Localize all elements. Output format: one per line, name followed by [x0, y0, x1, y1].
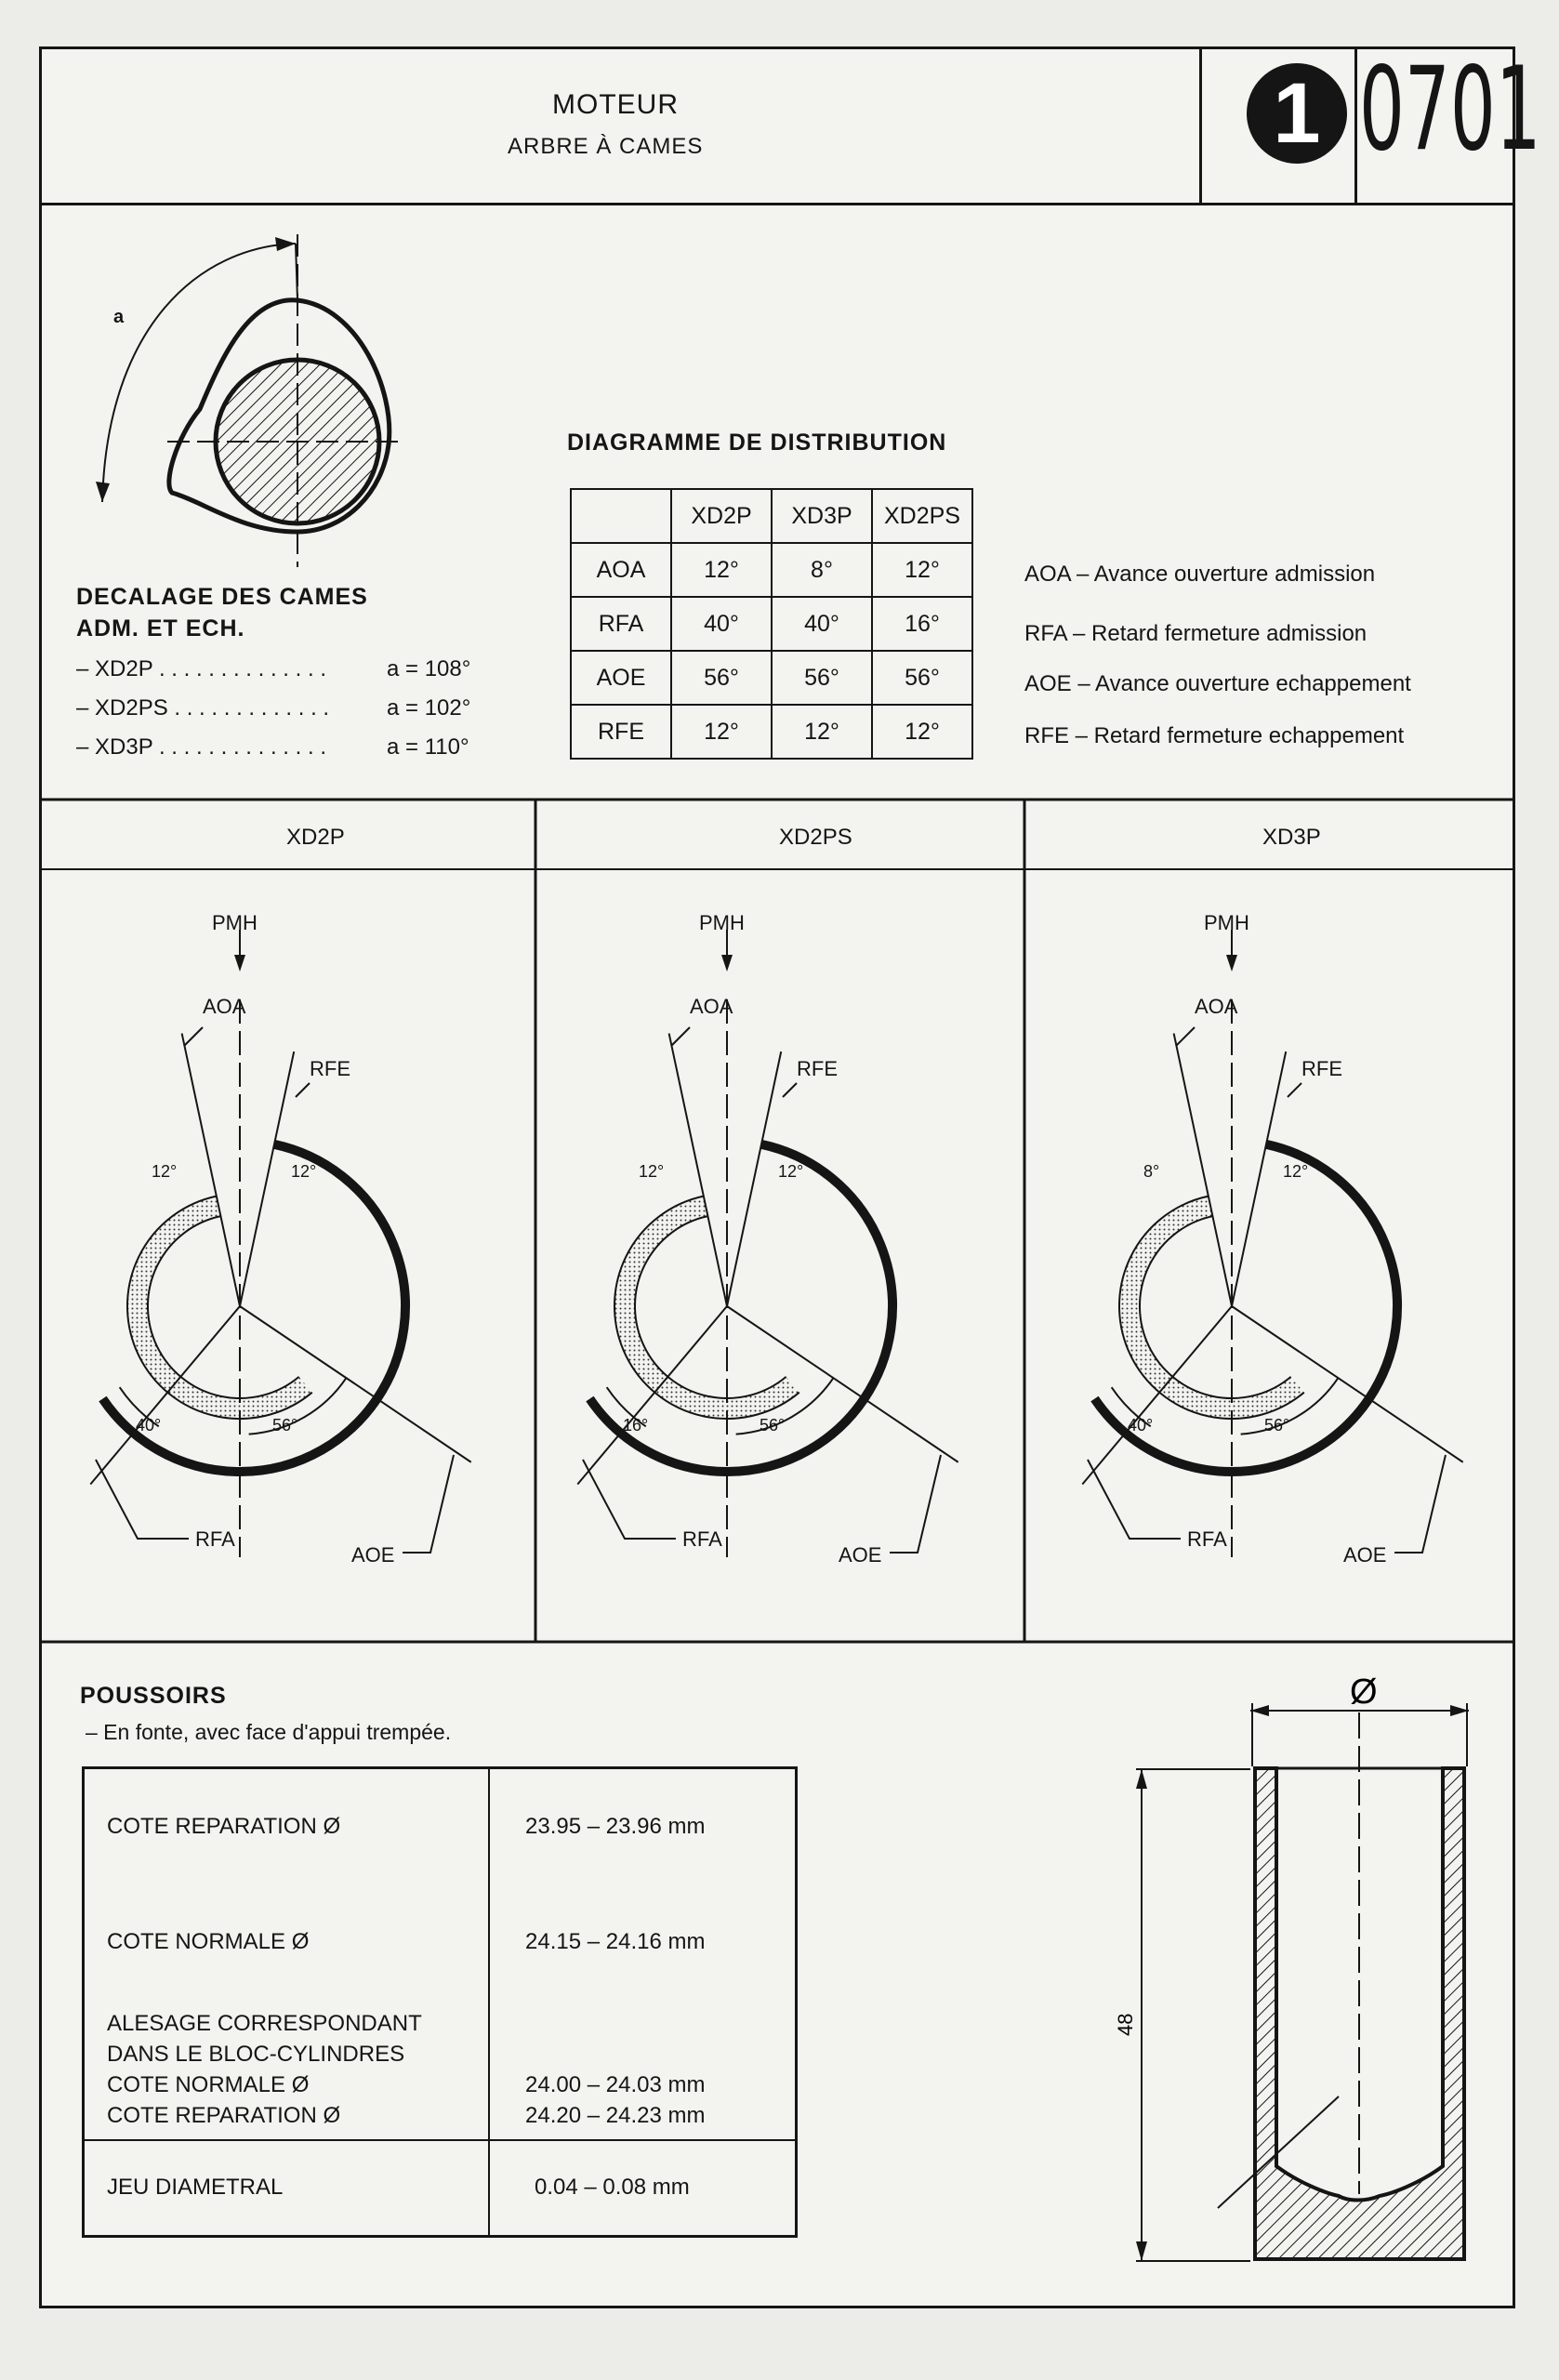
rfe-label: RFE	[1301, 1057, 1342, 1080]
timing-ray	[1232, 1306, 1463, 1462]
angle-label: 12°	[291, 1162, 317, 1181]
poussoirs-table	[82, 1766, 798, 2238]
angle-label: 8°	[1143, 1162, 1160, 1181]
poussoirs-title: POUSSOIRS	[80, 1683, 227, 1709]
page-title: MOTEUR	[552, 89, 679, 120]
cam-offset-value-xd2ps: a = 102°	[387, 695, 471, 721]
timing-ray	[727, 1306, 958, 1462]
page-subtitle: ARBRE À CAMES	[508, 134, 704, 159]
distribution-cell: 16°	[872, 597, 972, 651]
angle-label: 56°	[1264, 1416, 1290, 1435]
distribution-cell: 56°	[872, 651, 972, 705]
cam-offset-value-xd3p: a = 110°	[387, 734, 469, 760]
angle-label: 12°	[1283, 1162, 1309, 1181]
diagram-title: XD2P	[286, 825, 345, 850]
distribution-row-label: RFE	[571, 705, 671, 759]
cam-offset-title-1: DECALAGE DES CAMES	[76, 584, 368, 610]
section-badge: 1	[1247, 63, 1347, 164]
distribution-cell: 40°	[772, 597, 872, 651]
angle-label: 16°	[623, 1416, 649, 1435]
distribution-col: XD3P	[772, 489, 872, 543]
timing-ray	[240, 1306, 471, 1462]
distribution-table	[570, 488, 973, 760]
distribution-col: XD2P	[671, 489, 772, 543]
distribution-cell: 12°	[872, 543, 972, 597]
tappet-section-drawing	[1136, 1703, 1469, 2261]
angle-label: 12°	[778, 1162, 804, 1181]
pous-label: COTE REPARATION Ø	[84, 1768, 490, 1884]
aoa-label: AOA	[1195, 995, 1238, 1018]
diagram-xd3p	[1082, 930, 1462, 1557]
pous-value: 23.95 – 23.96 mm	[489, 1768, 797, 1884]
cam-offset-row-xd2ps: – XD2PS . . . . . . . . . . . . .	[76, 695, 330, 721]
pous-value: 24.15 – 24.16 mm	[489, 1884, 797, 2001]
rfa-label: RFA	[195, 1527, 235, 1551]
pmh-label: PMH	[1204, 911, 1249, 934]
pmh-label: PMH	[699, 911, 745, 934]
cam-lobe-drawing	[96, 234, 400, 567]
tappet-diameter-label: Ø	[1350, 1673, 1378, 1712]
distribution-corner	[571, 489, 671, 543]
distribution-col: XD2PS	[872, 489, 972, 543]
cam-angle-label: a	[113, 307, 125, 327]
angle-label: 56°	[272, 1416, 298, 1435]
cam-offset-row-xd2p: – XD2P . . . . . . . . . . . . . .	[76, 656, 326, 681]
timing-ray	[727, 1051, 781, 1306]
poussoirs-note: – En fonte, avec face d'appui trempée.	[86, 1720, 452, 1744]
distribution-cell: 12°	[671, 543, 772, 597]
intake-ring	[625, 1206, 793, 1408]
angle-label: 12°	[152, 1162, 178, 1181]
timing-ray	[1174, 1034, 1232, 1306]
angle-label: 12°	[639, 1162, 665, 1181]
intake-ring	[1130, 1206, 1298, 1408]
legend-rfa: RFA – Retard fermeture admission	[1024, 621, 1367, 646]
aoa-label: AOA	[690, 995, 733, 1018]
distribution-title: DIAGRAMME DE DISTRIBUTION	[567, 430, 947, 456]
aoe-label: AOE	[1343, 1543, 1387, 1567]
pous-label: ALESAGE CORRESPONDANT DANS LE BLOC-CYLINDRES COTE NORMALE Ø COTE REPARATION Ø	[84, 2001, 490, 2140]
page-number: 0701	[1359, 43, 1541, 177]
legend-aoe: AOE – Avance ouverture echappement	[1024, 671, 1411, 696]
legend-aoa: AOA – Avance ouverture admission	[1024, 562, 1376, 587]
pmh-label: PMH	[212, 911, 258, 934]
rfa-label: RFA	[1187, 1527, 1227, 1551]
diagram-title: XD2PS	[779, 825, 852, 850]
rfe-label: RFE	[797, 1057, 838, 1080]
distribution-cell: 40°	[671, 597, 772, 651]
legend-rfe: RFE – Retard fermeture echappement	[1024, 723, 1405, 748]
pous-value: 0.04 – 0.08 mm	[489, 2140, 797, 2237]
rfa-label: RFA	[682, 1527, 722, 1551]
timing-ray	[240, 1051, 294, 1306]
timing-ray	[182, 1034, 240, 1306]
distribution-cell: 12°	[671, 705, 772, 759]
aoe-label: AOE	[351, 1543, 395, 1567]
diagram-title: XD3P	[1262, 825, 1321, 850]
distribution-cell: 56°	[772, 651, 872, 705]
cam-offset-title-2: ADM. ET ECH.	[76, 615, 245, 641]
timing-ray	[669, 1034, 727, 1306]
angle-label: 40°	[1128, 1416, 1154, 1435]
timing-ray	[1232, 1051, 1286, 1306]
intake-ring	[138, 1206, 306, 1408]
tappet-height-label: 48	[1114, 2013, 1137, 2036]
pous-value: 24.00 – 24.03 mm 24.20 – 24.23 mm	[489, 2001, 797, 2140]
distribution-row-label: RFA	[571, 597, 671, 651]
distribution-cell: 12°	[772, 705, 872, 759]
pous-label: COTE NORMALE Ø	[84, 1884, 490, 2001]
cam-offset-value-xd2p: a = 108°	[387, 656, 471, 681]
aoa-label: AOA	[203, 995, 246, 1018]
distribution-row-label: AOA	[571, 543, 671, 597]
angle-label: 56°	[760, 1416, 786, 1435]
diagram-xd2ps	[577, 930, 958, 1557]
distribution-row-label: AOE	[571, 651, 671, 705]
distribution-cell: 8°	[772, 543, 872, 597]
distribution-cell: 12°	[872, 705, 972, 759]
angle-label: 40°	[136, 1416, 162, 1435]
aoe-label: AOE	[839, 1543, 882, 1567]
diagram-xd2p	[90, 930, 470, 1557]
cam-offset-row-xd3p: – XD3P . . . . . . . . . . . . . .	[76, 734, 326, 760]
rfe-label: RFE	[310, 1057, 350, 1080]
distribution-cell: 56°	[671, 651, 772, 705]
pous-label: JEU DIAMETRAL	[84, 2140, 490, 2237]
